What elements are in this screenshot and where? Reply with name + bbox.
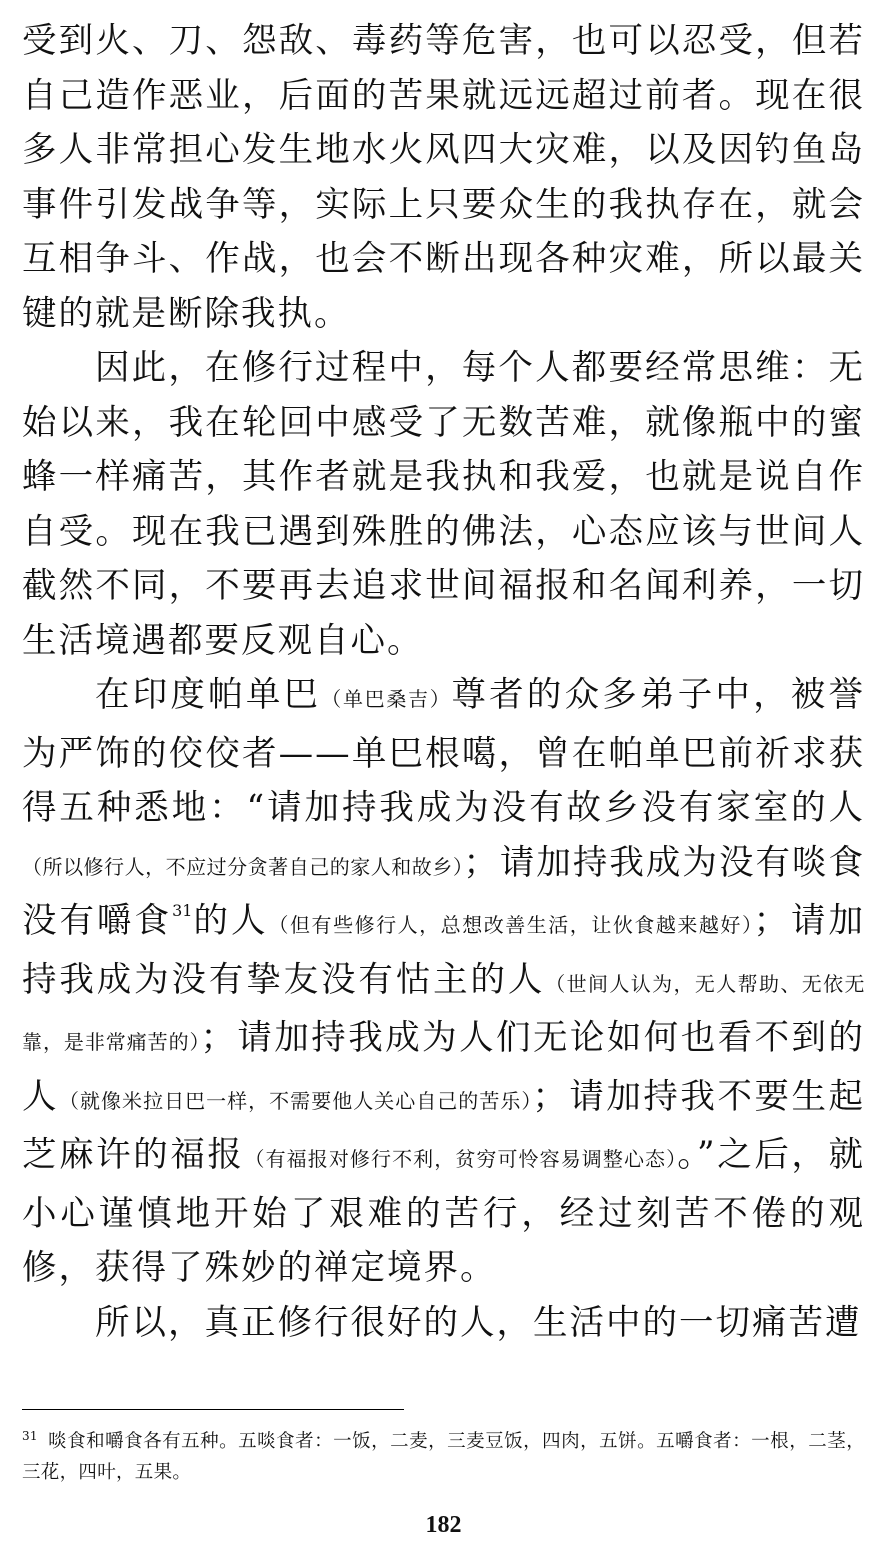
inline-note: （有福报对修行不利，贫穷可怜容易调整心态） (244, 1147, 678, 1171)
paragraph-3-segment: 在印度帕单巴 (95, 675, 322, 715)
page-body (22, 14, 865, 1350)
footnote-number: 31 (22, 1429, 38, 1443)
paragraph-3-segment: 的人 (192, 901, 269, 941)
inline-note: （所以修行人，不应过分贪著自己的家人和故乡） (22, 854, 464, 879)
inline-note: （就像米拉日巴一样，不需要他人关心自己的苦乐） (59, 1088, 533, 1113)
inline-note: （世间人认为，无人帮助、无依无靠，是非常痛苦的） (22, 971, 865, 1054)
inline-note: （但有些修行人，总想改善生活，让伙食越来越好） (268, 913, 754, 937)
paragraph-3-segment: ；请加持我成为没有啖食没有嚼食 (22, 842, 865, 941)
paragraph-3-segment: ；请加持我成为人们无论如何也看不到的人 (22, 1018, 866, 1117)
paragraph-1: 受到火、刀、怨敌、毒药等危害，也可以忍受，但若自己造作恶业，后面的苦果就远远超过前者。现在很多人非常担心发生地水火风四大灾难，以及因钓鱼岛事件引发战争等，实际上只要众生的我执存在，就会互相争斗、作战，也会不断出现各种灾难，所以最关键的就是断除我执。 (22, 21, 865, 334)
page-number: 182 (425, 1512, 462, 1538)
paragraph-3-segment: 。”之后，就小心谨慎地开始了艰难的苦行，经过刻苦不倦的观修，获得了殊妙的禅定境界。 (22, 1135, 866, 1288)
inline-note: （单巴桑吉） (321, 687, 452, 711)
paragraph-4: 所以，真正修行很好的人，生活中的一切痛苦遭 (95, 1302, 862, 1343)
footnote (22, 1426, 865, 1488)
paragraph-3-segment: 尊者的众多弟子中，被誉为严饰的佼佼者——单巴根噶，曾在帕单巴前祈求获得五种悉地：“请加持我成为没有故乡没有家室的人 (22, 675, 866, 828)
footnote-divider (22, 1409, 404, 1410)
footnote-text: 啖食和嚼食各有五种。五啖食者：一饭，二麦，三麦豆饭，四肉，五饼。五嚼食者：一根，二茎，三花，四叶，五果。 (22, 1431, 865, 1483)
footnote-reference: 31 (172, 901, 193, 920)
paragraph-3-segment: ；请加持我成为没有挚友没有怙主的人 (22, 901, 866, 1000)
paragraph-3 (22, 668, 865, 1296)
paragraph-2: 因此，在修行过程中，每个人都要经常思维：无始以来，我在轮回中感受了无数苦难，就像瓶中的蜜蜂一样痛苦，其作者就是我执和我爱，也就是说自作自受。现在我已遇到殊胜的佛法，心态应该与世间人截然不同，不要再去追求世间福报和名闻利养，一切生活境遇都要反观自心。 (22, 348, 865, 661)
paragraph-3-segment: ；请加持我不要生起芝麻许的福报 (22, 1076, 865, 1175)
